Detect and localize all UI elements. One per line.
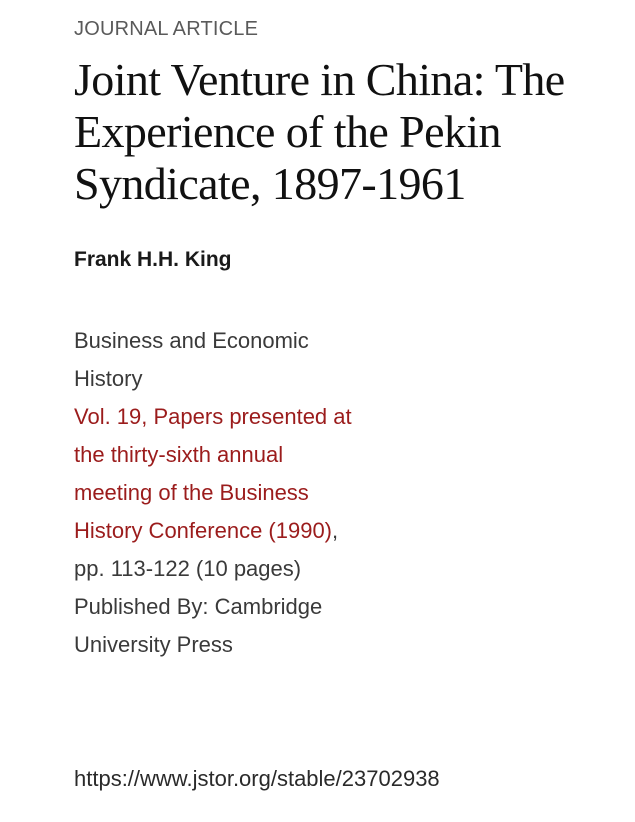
article-title: Joint Venture in China: The Experience of the Pekin Syndicate, 1897-1961 [74, 54, 565, 209]
volume-info [74, 398, 364, 588]
volume-link[interactable]: Vol. 19, Papers presented at the thirty-sixth annual meeting of the Business History Conference (1990) [74, 404, 352, 543]
page-range: , pp. 113-122 (10 pages) [74, 518, 339, 581]
author-name[interactable]: Frank H.H. King [74, 248, 232, 271]
content-type-label: JOURNAL ARTICLE [74, 18, 259, 40]
stable-url[interactable]: https://www.jstor.org/stable/23702938 [74, 766, 440, 791]
journal-name[interactable]: Business and Economic History [74, 328, 309, 391]
publication-details [74, 322, 364, 664]
article-header [74, 14, 629, 664]
publisher-info: Published By: Cambridge University Press [74, 594, 323, 657]
